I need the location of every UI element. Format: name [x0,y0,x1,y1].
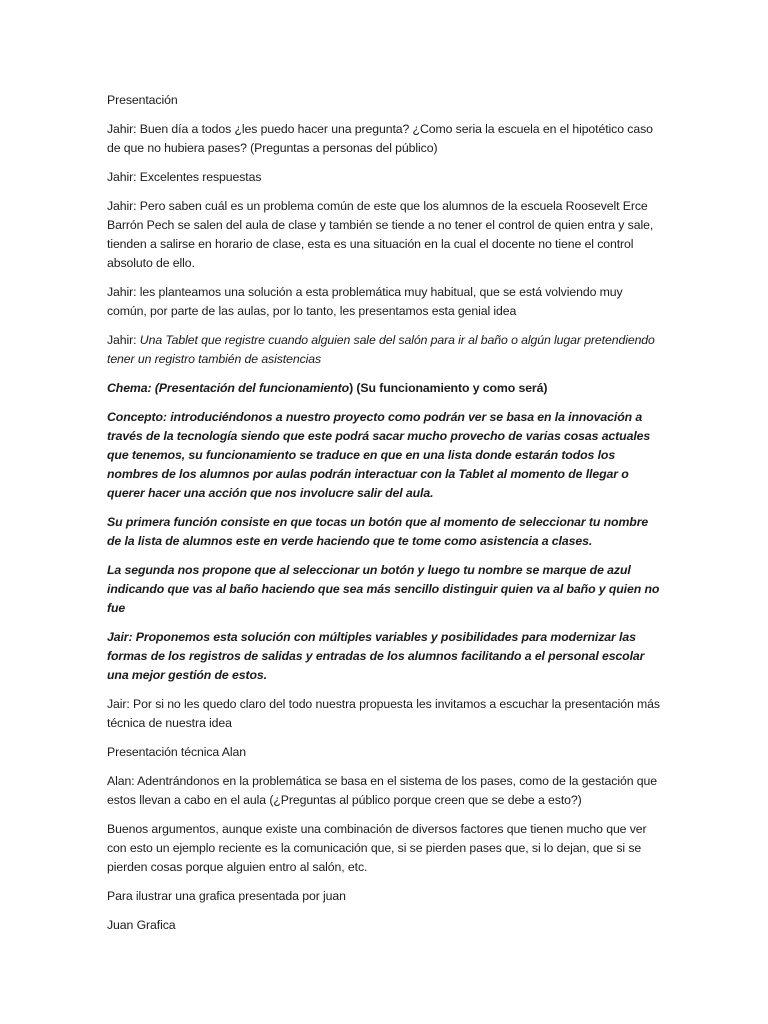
speaker-label: Jahir: [107,333,140,347]
paragraph-jair-propuesta: Jair: Proponemos esta solución con múltiples variables y posibilidades para modernizar las formas de los registros de salidas y entradas de los alumnos facilitando a el personal escolar una mejor gestión de estos. [107,630,645,682]
paragraph-jahir-solucion: Jahir: les planteamos una solución a esta problemática muy habitual, que se está volviendo muy común, por parte de las aulas, por lo tanto, les presentamos esta genial idea [107,285,623,318]
chema-rest: ) (Su funcionamiento y como será) [349,381,548,395]
paragraph-jahir-intro: Jahir: Buen día a todos ¿les puedo hacer una pregunta? ¿Como seria la escuela en el hipotético caso de que no hubiera pases? (Preguntas a personas del público) [107,122,653,155]
document-page [107,91,662,945]
paragraph-jahir-tablet [107,331,662,369]
paragraph-primera-funcion: Su primera función consiste en que tocas un botón que al momento de seleccionar tu nombre de la lista de alumnos este en verde haciendo que te tome como asistencia a clases. [107,515,649,548]
heading-presentacion: Presentación [107,93,178,107]
paragraph-jair-invitacion: Jair: Por si no les quedo claro del todo nuestra propuesta les invitamos a escuchar la presentación más técnica de nuestra idea [107,697,660,730]
heading-presentacion-tecnica: Presentación técnica Alan [107,745,247,759]
paragraph-alan: Alan: Adentrándonos en la problemática se basa en el sistema de los pases, como de la gestación que estos llevan a cabo en el aula (¿Preguntas al público porque creen que se debe a esto?) [107,774,657,807]
paragraph-jahir-problema: Jahir: Pero saben cuál es un problema común de este que los alumnos de la escuela Roosevelt Erce Barrón Pech se salen del aula de clase y también se tiende a no tener el control de quien entra y sale, tienden a salirse en horario de clase, esta es una situación en la cual el docente no tiene el control absoluto de ello. [107,199,654,270]
paragraph-chema [107,379,662,398]
paragraph-segunda-funcion: La segunda nos propone que al seleccionar un botón y luego tu nombre se marque de azul indicando que vas al baño haciendo que sea más sencillo distinguir quien va al baño y quien no fue [107,563,660,615]
paragraph-jahir-respuestas: Jahir: Excelentes respuestas [107,170,262,184]
heading-juan-grafica: Juan Grafica [107,918,176,932]
tablet-idea-text: Una Tablet que registre cuando alguien sale del salón para ir al baño o algún lugar pretendiendo tener un registro también de asistencias [107,333,655,366]
paragraph-argumentos: Buenos argumentos, aunque existe una combinación de diversos factores que tienen mucho que ver con esto un ejemplo reciente es la comunicación que, si se pierden pases que, si lo dejan, que si se pierden cosas porque alguien entro al salón, etc. [107,822,647,874]
paragraph-grafica: Para ilustrar una grafica presentada por juan [107,889,346,903]
chema-label: Chema: (Presentación del funcionamiento [107,381,350,395]
paragraph-concepto: Concepto: introduciéndonos a nuestro proyecto como podrán ver se basa en la innovación a través de la tecnología siendo que este podrá sacar mucho provecho de varias cosas actuales que tenemos, su funcionamiento se traduce en que en una lista donde estarán todos los nombres de los alumnos por aulas podrán interactuar con la Tablet al momento de llegar o querer hacer una acción que nos involucre salir del aula. [107,410,651,500]
